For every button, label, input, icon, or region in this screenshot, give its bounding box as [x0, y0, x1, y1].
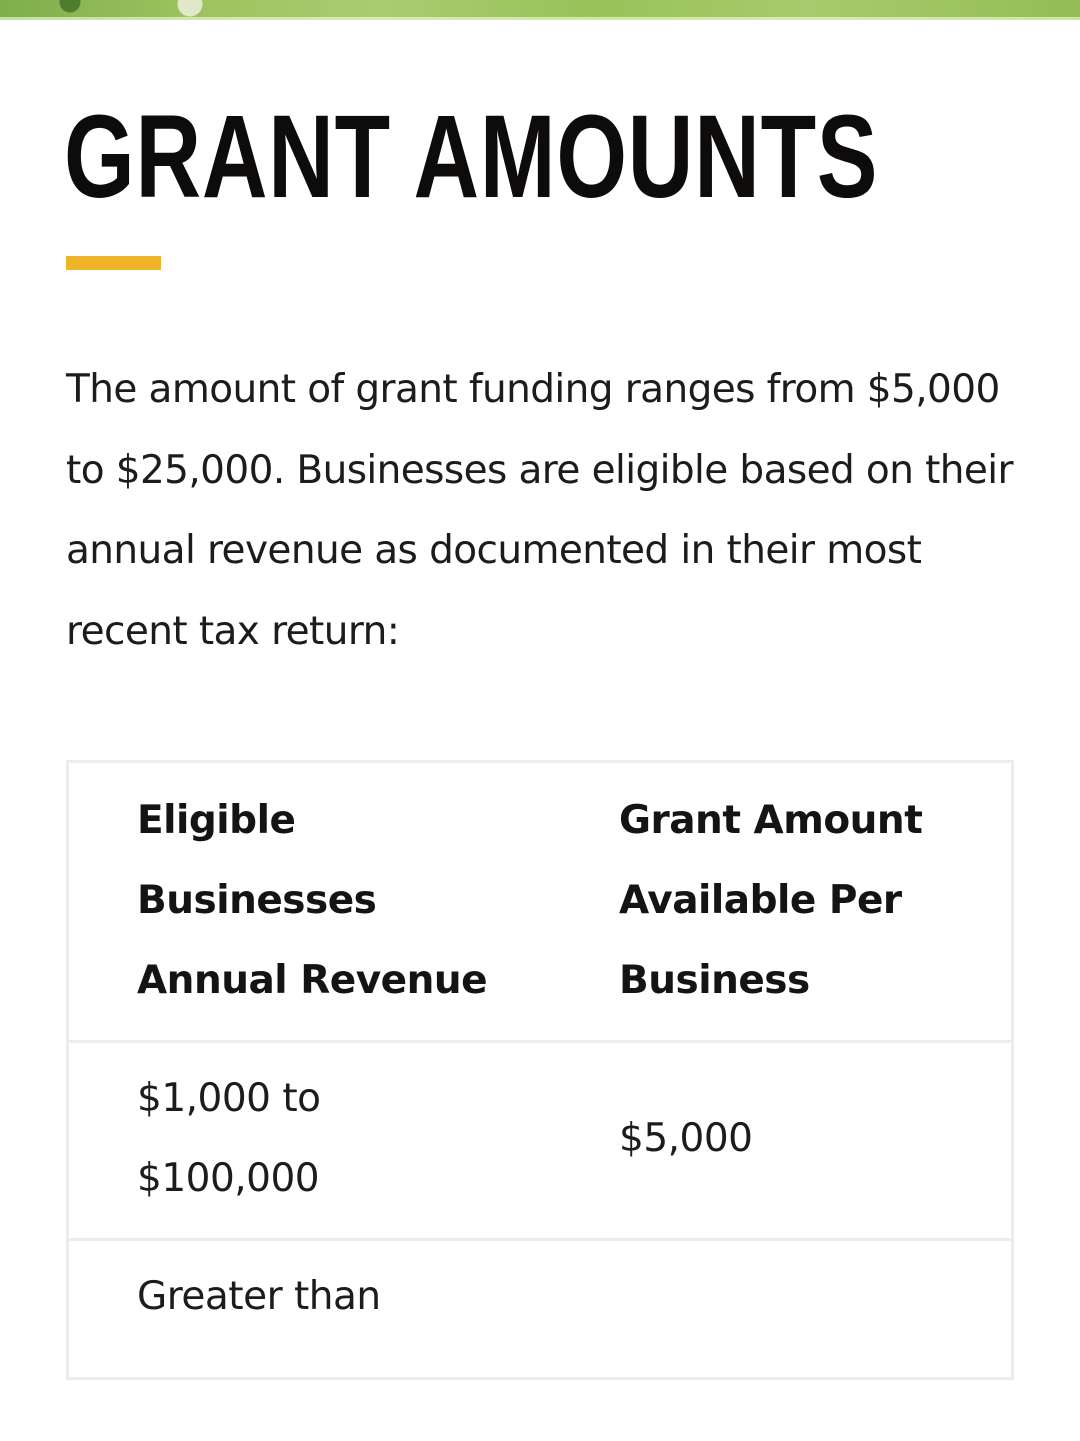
- grant-amounts-table: [66, 760, 1014, 1380]
- table-row: [69, 1241, 1013, 1441]
- header-line: Available Per: [619, 878, 902, 923]
- table-header-row: [69, 763, 1013, 1043]
- header-line: Businesses: [137, 878, 377, 923]
- header-line: Eligible: [137, 798, 296, 843]
- revenue-line: $1,000 to: [137, 1076, 321, 1121]
- header-line: Grant Amount: [619, 798, 923, 843]
- header-grant-amount: [619, 781, 999, 1021]
- revenue-cell: [137, 1257, 537, 1337]
- header-annual-revenue: [137, 781, 537, 1021]
- header-line: Annual Revenue: [137, 958, 488, 1003]
- header-line: Business: [619, 958, 810, 1003]
- revenue-line: $100,000: [137, 1156, 320, 1201]
- title-accent-bar: [66, 256, 161, 270]
- page-title: GRANT AMOUNTS: [64, 91, 879, 223]
- revenue-cell: [137, 1059, 537, 1219]
- table-row: [69, 1043, 1013, 1241]
- grant-amount-cell: $5,000: [619, 1116, 753, 1161]
- revenue-line: Greater than: [137, 1274, 381, 1319]
- hero-image-strip: [0, 0, 1080, 20]
- intro-paragraph: The amount of grant funding ranges from $5,000 to $25,000. Businesses are eligible based on their annual revenue as documented in their most recent tax return:: [66, 367, 1013, 654]
